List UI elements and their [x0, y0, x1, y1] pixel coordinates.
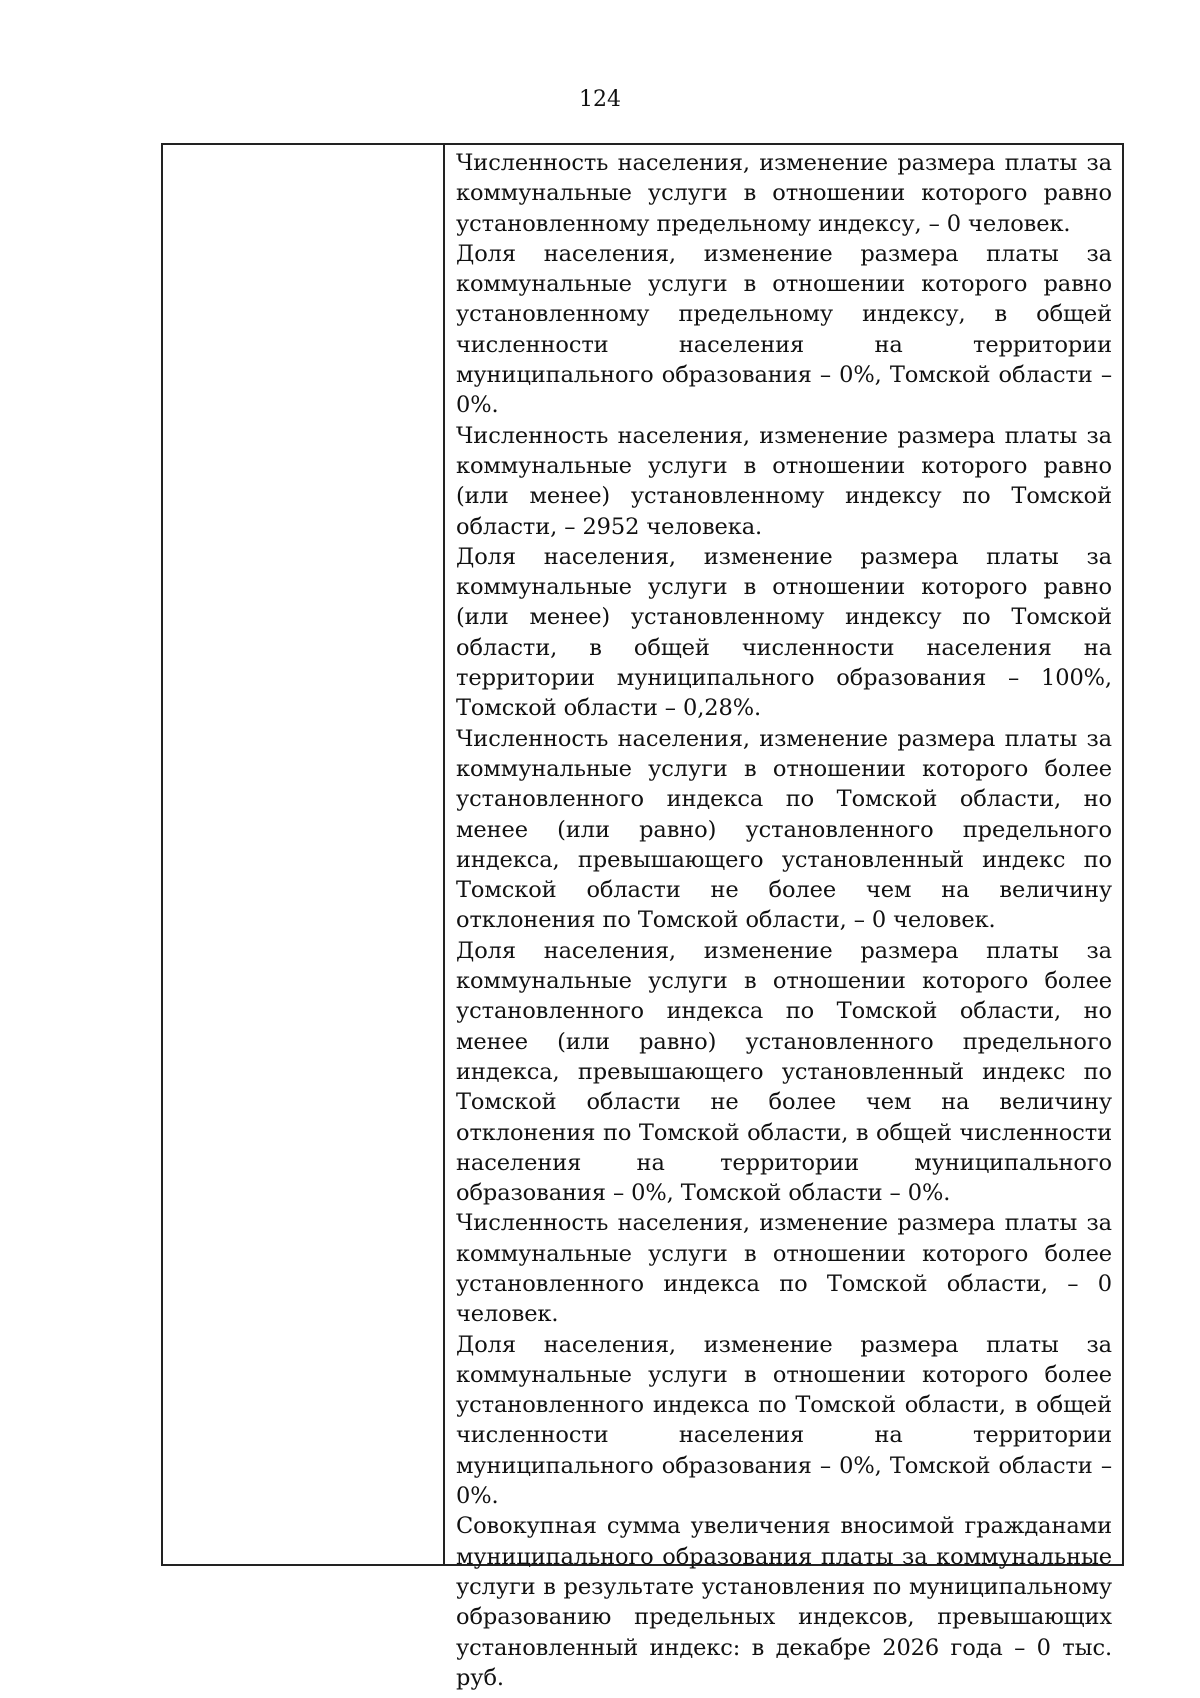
paragraph-share-within-regional-index: Доля населения, изменение размера платы за коммунальные услуги в отношении которого равно (или менее) установленному индексу по Томской области, в общей численности населения на территории муниципального образования – 100%, Томской области – 0,28%. — [456, 543, 1112, 722]
page-number: 124 — [579, 87, 621, 112]
paragraph-share-above-regional-index: Доля населения, изменение размера платы за коммунальные услуги в отношении которого более установленного индекса по Томской области, в общей численности населения на территории муниципального образования – 0%, Томской области – 0%. — [456, 1331, 1112, 1510]
table-left-cell — [163, 145, 445, 1564]
paragraph-population-equal-limit-index: Численность населения, изменение размера платы за коммунальные услуги в отношении которого равно установленному предельному индексу, – 0 человек. — [456, 150, 1112, 237]
paragraph-share-equal-limit-index: Доля населения, изменение размера платы за коммунальные услуги в отношении которого равно установленному предельному индексу, в общей численности населения на территории муниципального образования – 0%, Томской области – 0%. — [456, 240, 1112, 419]
paragraph-population-above-regional-within-deviation: Численность населения, изменение размера платы за коммунальные услуги в отношении которого более установленного индекса по Томской области, но менее (или равно) установленного предельного индекса, превышающего установленный индекс по Томской области не более чем на величину отклонения по Томской области, – 0 человек. — [456, 725, 1112, 934]
table-right-cell — [445, 145, 1122, 1691]
document-table — [161, 143, 1124, 1691]
paragraph-population-within-regional-index: Численность населения, изменение размера платы за коммунальные услуги в отношении которого равно (или менее) установленному индексу по Томской области, – 2952 человека. — [456, 422, 1112, 540]
paragraph-population-above-regional-index: Численность населения, изменение размера платы за коммунальные услуги в отношении которого более установленного индекса по Томской области, – 0 человек. — [456, 1210, 1112, 1328]
paragraph-total-payment-increase: Совокупная сумма увеличения вносимой гражданами муниципального образования платы за коммунальные услуги в результате установления по муниципальному образованию предельных индексов, превышающих установленный индекс: в декабре 2026 года – 0 тыс. руб. — [456, 1513, 1112, 1691]
paragraph-share-above-regional-within-deviation: Доля населения, изменение размера платы за коммунальные услуги в отношении которого более установленного индекса по Томской области, но менее (или равно) установленного предельного индекса, превышающего установленный индекс по Томской области не более чем на величину отклонения по Томской области, в общей численности населения на территории муниципального образования – 0%, Томской области – 0%. — [456, 937, 1112, 1207]
